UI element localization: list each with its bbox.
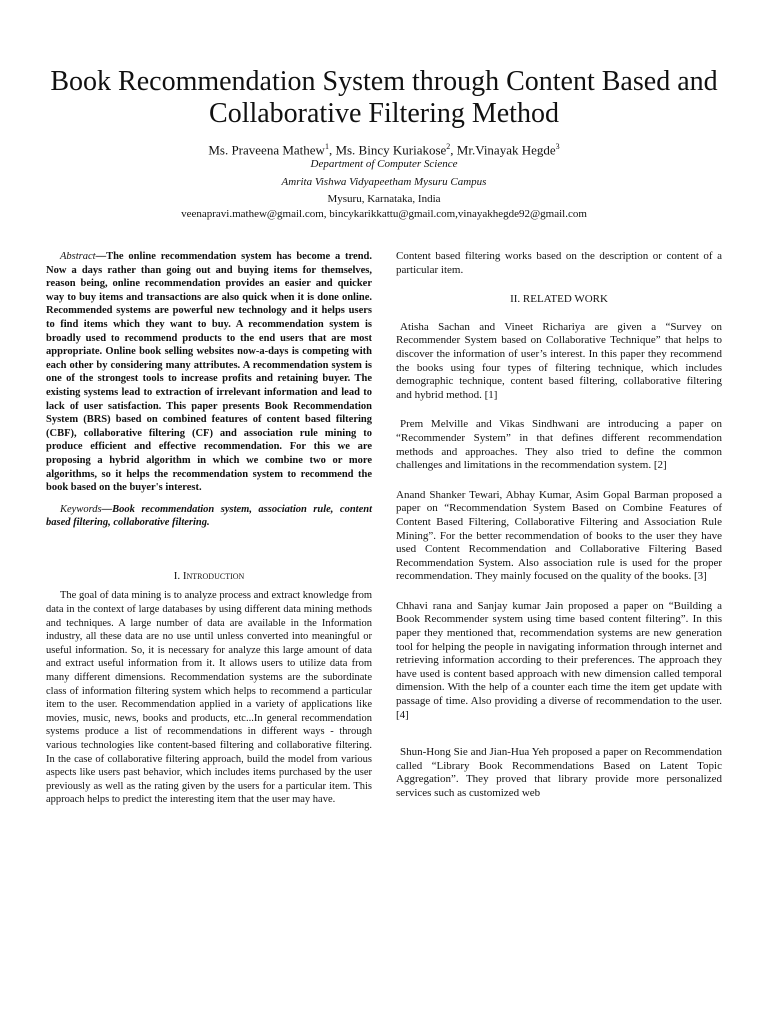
section-heading-introduction (46, 570, 372, 584)
author-emails: veenapravi.mathew@gmail.com, bincykarikkattu@gmail.com,vinayakhegde92@gmail.com (181, 208, 587, 220)
section-heading-related-work: II. RELATED WORK (510, 293, 608, 306)
abstract (46, 250, 372, 495)
paper-title: Book Recommendation System through Content Based and Collaborative Filtering Method (50, 66, 718, 129)
left-column (46, 250, 372, 807)
author-name: Ms. Praveena Mathew (208, 142, 325, 158)
related-work-paragraph: Shun-Hong Sie and Jian-Hua Yeh proposed a paper on Recommendation called “Library Book Recommendations Based on Latent Topic Aggregation”. They proved that library provide more personalized services such as customized web (396, 746, 722, 799)
keywords-text: —Book recommendation system, association rule, content based filtering, collaborative filtering. (46, 503, 372, 529)
right-column (396, 250, 722, 817)
cbf-paragraph: Content based filtering works based on the description or content of a particular item. (396, 250, 722, 276)
related-work-paragraph: Prem Melville and Vikas Sindhwani are introducing a paper on “Recommender System” in that defines different recommendation methods and approaches. They also tried to define the common challenges and limitations in the recommendation system. [2] (396, 418, 722, 472)
location: Mysuru, Karnataka, India (327, 193, 441, 205)
author-affiliation-marker: 2 (446, 142, 451, 151)
section-numeral: I. (173, 569, 183, 582)
section-title: Introduction (182, 569, 245, 582)
keywords (46, 503, 372, 530)
campus: Amrita Vishwa Vidyapeetham Mysuru Campus (281, 176, 487, 188)
abstract-label: Abstract (60, 251, 96, 262)
author-affiliation-marker: 1 (324, 142, 329, 151)
author-affiliation-marker: 3 (555, 142, 560, 151)
related-work-paragraph: Chhavi rana and Sanjay kumar Jain proposed a paper on “Building a Book Recommender system using time based content filtering”. In this paper they mentioned that, recommendation systems are new generation tool for helping the people in navigating information through internet and retrieving information according to their preferences. The approach they have used is content based approach with new dimension called temporal dimension. With the help of a counter each time the item get update with passage of time. Also providing a diverse of recommendation to the user. [4] (396, 599, 722, 721)
author-name: Mr.Vinayak Hegde (456, 142, 556, 158)
introduction-paragraph: The goal of data mining is to analyze process and extract knowledge from data in the context of large databases by using different data mining methods and techniques. A large number of data are available in the Information industry, all these data are no use until unless converted into meaningful or useful information. So, it is necessary for analyze this large amount of data and extract useful information from it. It allows users to utilize data from many different dimensions. Recommendation systems are the subordinate class of information filtering system which helps to recommend a particular item to the user. Recommendation applied in a variety of applications like movies, music, news, books and products, etc...In general recommendation systems produce a list of recommendations in different ways - through various technologies like content-based filtering and collaborative filtering. In the case of collaborative filtering approach, build the model from various aspects like users past behavior, which includes items purchased by the user previously as well as the rating given by the users for a particular item. This approach helps to predict the interesting item that the user may have. (46, 590, 372, 806)
related-work-paragraph: Atisha Sachan and Vineet Richariya are given a “Survey on Recommender System based on Collaborative Technique” that helps to discover the information of user’s interest. In this paper they recommend the books using four types of filtering technique, which includes demographic technique, content based filtering, collaborative filtering and hybrid method. [1] (396, 320, 722, 401)
author-list: Ms. Praveena Mathew$^1$, Ms. Bincy Kuriakose$^2$, Mr.Vinayak Hegde$^3$ (208, 142, 560, 158)
author-name: Ms. Bincy Kuriakose (335, 142, 447, 158)
department: Department of Computer Science (310, 158, 458, 170)
related-work-paragraph: Anand Shanker Tewari, Abhay Kumar, Asim Gopal Barman proposed a paper on “Recommendation System Based on Combine Features of Content Based Filtering, Collaborative Filtering and Association Rule Mining”. For the better recommendation of books to the user they have used Content Recommendation and Collaborative Filtering Based Recommendation System. Also association rule is used for the proper recommendation. They mainly focused on the quality of the books. [3] (396, 488, 722, 583)
abstract-text: —The online recommendation system has become a trend. Now a days rather than going out and buying items for themselves, reason being, online recommendation provides an easier and quicker way to buy items and transactions are also quick when it is done online. Recommended systems are powerful new technology and it helps users to find items which they want to buy. A recommendation system is broadly used to recommend products to the end users that are most appropriate. Online book selling websites now-a-days is competing with each other by considering many attributes. A recommendation system is one of the strongest tools to increase profits and retaining buyer. The existing systems lead to extraction of irrelevant information and lead to lack of user satisfaction. This paper presents Book Recommendation System (BRS) based on combined features of content based filtering (CBF), collaborative filtering (CF) and association rule mining to produce efficient and effective recommendation. For this we are proposing a hybrid algorithm in which we combine two or more algorithms, so it helps the recommendation system to recommend the book based on the buyer's interest. (46, 251, 372, 494)
keywords-label: Keywords (60, 503, 102, 515)
